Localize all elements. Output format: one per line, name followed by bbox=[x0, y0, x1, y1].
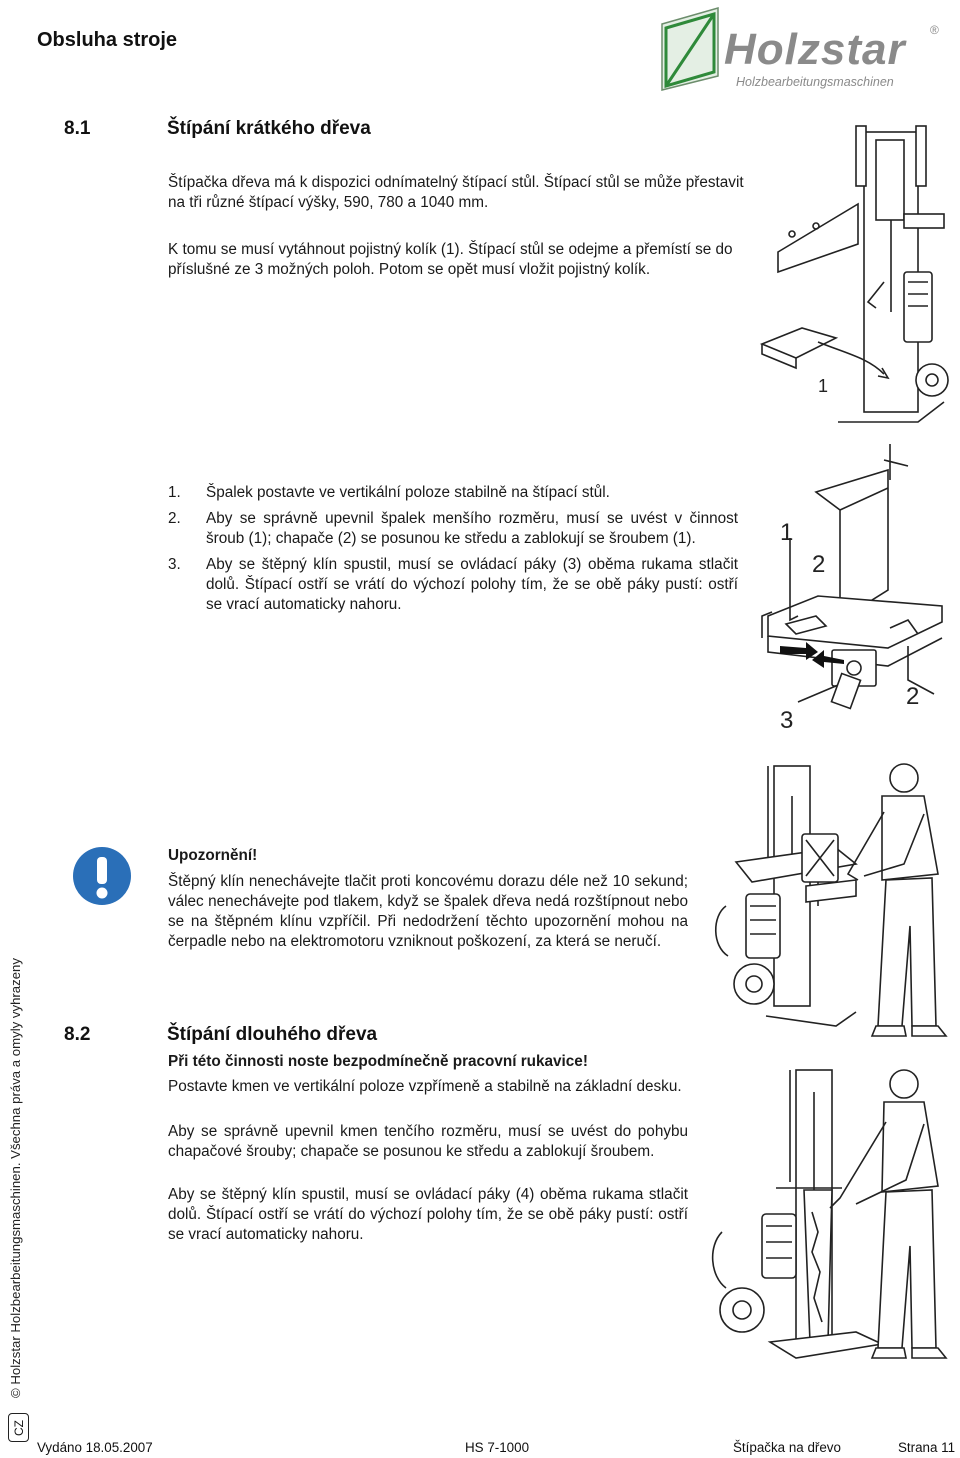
section-2-paragraph-2: Aby se správně upevnil kmen tenčího rozměru, musí se uvést do pohybu chapačové šrouby; chapače se posunou ke středu a zablokují šroubem. bbox=[168, 1123, 688, 1160]
footer-model: HS 7-1000 bbox=[465, 1440, 530, 1455]
figure-long-wood bbox=[706, 1062, 956, 1380]
figure-operator-splitting bbox=[706, 756, 956, 1044]
section-2-number: 8.2 bbox=[64, 1024, 91, 1045]
section-2-title: Štípání dlouhého dřeva bbox=[167, 1024, 378, 1045]
svg-text:3: 3 bbox=[780, 707, 794, 734]
section-1-paragraph-1: Štípačka dřeva má k dispozici odnímatelný štípací stůl. Štípací stůl se může přestavit na tři různé štípací výšky, 590, 780 a 1040 mm. bbox=[168, 174, 744, 211]
footer-product: Štípačka na dřevo bbox=[733, 1440, 841, 1455]
logo-wordmark: Holzstar bbox=[724, 25, 906, 74]
section-2-paragraph-1: Postavte kmen ve vertikální poloze vzpřímeně a stabilně na základní desku. bbox=[168, 1078, 682, 1095]
section-1-title: Štípání krátkého dřeva bbox=[167, 118, 371, 139]
section-2-warning: Při této činnosti noste bezpodmínečně pracovní rukavice! bbox=[168, 1053, 588, 1070]
step-1: 1. Špalek postavte ve vertikální poloze stabilně na štípací stůl. bbox=[168, 484, 610, 501]
notice-text: Štěpný klín nenechávejte tlačit proti koncovému dorazu déle než 10 sekund; válec nenechávejte pod tlakem, když se špalek dřeva nedá rozštípnout nebo se na štěpném klínu vzpříčil. Při nedodržení těchto upozornění mohou na čerpadle nebo na elektromotoru vzniknout poškození, za která se neručí. bbox=[168, 873, 688, 950]
notice-title: Upozornění! bbox=[168, 847, 258, 864]
sidebar-copyright: © Holzstar Holzbearbeitungsmaschinen. Všechna práva a omyly vyhrazeny bbox=[8, 958, 23, 1398]
logo-subtext: Holzbearbeitungsmaschinen bbox=[736, 75, 894, 89]
svg-text:®: ® bbox=[930, 23, 939, 37]
section-1-steps bbox=[168, 483, 738, 621]
svg-text:2: 2 bbox=[812, 551, 826, 578]
step-3: 3. Aby se štěpný klín spustil, musí se ovládací páky (3) oběma rukama stlačit dolů. Štípací ostří se vrátí do výchozí polohy tím, že se obě páky pustí: ostří se vrací automaticky nahoru. bbox=[168, 556, 738, 613]
figure-splitter-table bbox=[758, 122, 954, 434]
exclamation-icon bbox=[72, 846, 132, 906]
footer-issued: Vydáno 18.05.2007 bbox=[37, 1440, 153, 1455]
section-2-paragraph-3: Aby se štěpný klín spustil, musí se ovládací páky (4) oběma rukama stlačit dolů. Štípací ostří se vrátí do výchozí polohy tím, že se obě páky pustí: ostří se vrací automaticky nahoru. bbox=[168, 1186, 688, 1243]
figure-clamps-detail bbox=[758, 440, 954, 736]
holzstar-logo bbox=[660, 6, 952, 94]
section-1-paragraph-2: K tomu se musí vytáhnout pojistný kolík (1). Štípací stůl se odejme a přemístí se do příslušné ze 3 možných poloh. Potom se opět musí vložit pojistný kolík. bbox=[168, 241, 733, 278]
figure-1-label: 1 bbox=[818, 376, 829, 396]
svg-text:1: 1 bbox=[780, 519, 794, 546]
header-title: Obsluha stroje bbox=[37, 29, 178, 51]
footer-page: Strana 11 bbox=[898, 1440, 956, 1455]
step-2: 2. Aby se správně upevnil špalek menšího rozměru, musí se uvést v činnost šroub (1); chapače (2) se posunou ke středu a zablokují se šroubem (1). bbox=[168, 510, 738, 547]
svg-text:2: 2 bbox=[906, 683, 920, 710]
section-1-number: 8.1 bbox=[64, 118, 91, 139]
language-badge: CZ bbox=[8, 1413, 29, 1442]
